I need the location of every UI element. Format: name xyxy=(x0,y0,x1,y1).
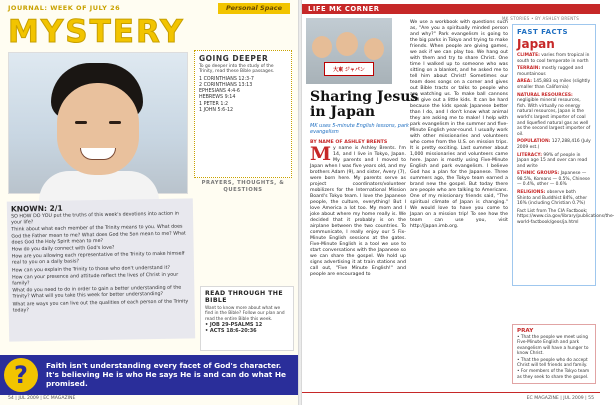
fact-item: TERRAIN: mostly rugged and mountainous xyxy=(517,66,584,77)
fact-item: LITERACY: 99% of people in Japan age 15 and over can read and write xyxy=(517,152,588,169)
going-deeper-box xyxy=(194,50,292,178)
article-text: We use a workbook with questions such as, "Are you a spiritually minded person and why?" Park evangelism is going to the big parks in Tokyo and trying to make friends. When people are giving games, we ask if we can play too. We hang out with them and try to share Christ. One time I walked up to someone who was sitting on a blanket, and he asked me to tell him about Christ! Sometimes our team does songs on a corner and gives out Bible tracts or talks to people who are watching us. To make ball cannons and give out a little kids. It can be hard because the kids speak Japanese better than I do, and I don't know what animal they are asking me to make! I help with park evangelism in the summer and five-Minute English year-round. I usually work with other missionaries and volunteers who come from the U.S. on mission trips. It is pretty exciting. Last summer about 1,000 missionaries and volunteers came here. Japan is mostly using Five-Minute English and park evangelism. I believe God has a plan for the Japanese. Three summers ago, the Tokyo team earned a brand new the gospel. But today there are people who are talking to Americans. One of my missionary friends said, "The spiritual climate of Japan is changing." We would love to have you come to Japan on a mission trip! To see how the team can use you, visit http://japan.imb.org. xyxy=(410,20,508,229)
known-line: How can you explain the Trinity to those who don't understand it? xyxy=(11,265,171,274)
known-line: What are ways you can live out the qualities of each person of the Trinity today? xyxy=(12,299,189,314)
article-text: y name is Ashley Brents. I'm 14, and I live in Tokyo, Japan. My parents and I moved to Japan when I was five years old, and my brothers Adam (9), and sister, Avery (7), were born here. My parents serve as project coordinators/volunteer mobilizers for the International Mission Board's Tokyo team. I love the Japanese people, the culture, everything! But I love America a lot too. My mom and I joke about where my home really is. We decided that it probably is on the airplane between the two countries. To communicate, I really enjoy our 5 Fix-Minute English sessions at the gates. Five-Minute English is a tool we use to start conversations with the Japanese so we can share the gospel. We hold up signs advertising it at train stations and call out, "Five Minute English!" and people are encouraged to xyxy=(310,146,406,277)
known-line: Think about what each member of the Trinity means to you. What does God the Father mean to me? What does God the Son mean to me? What does God the Holy Spirit mean to me? xyxy=(11,224,186,246)
bible-verse: • ACTS 18:6-20:36 xyxy=(205,328,257,335)
known-line: SO HOW DO YOU put the truths of this week's devotions into action in your life? xyxy=(11,211,180,226)
portrait-eye-right xyxy=(109,121,121,124)
going-deeper-intro: To go deeper into the study of the Trinity, read these Bible passages. xyxy=(199,64,275,75)
article-title: Sharing Jesus in Japan xyxy=(310,89,419,120)
page-title: MYSTERY xyxy=(8,14,185,50)
section-tab: Personal Space xyxy=(218,3,290,14)
photo-person xyxy=(336,32,358,56)
fast-facts-box xyxy=(512,24,614,286)
list-item: HEBREWS 9:14 xyxy=(199,95,236,101)
going-deeper-title: GOING DEEPER xyxy=(199,54,269,63)
pray-title: PRAY xyxy=(517,328,534,334)
portrait-shirt xyxy=(39,171,159,201)
photo-person xyxy=(312,36,332,58)
pray-box xyxy=(512,324,596,384)
fast-facts-country: Japan xyxy=(517,37,555,51)
journal-header: JOURNAL: WEEK OF JULY 26 xyxy=(8,4,121,12)
known-line: How do you daily connect with God's love? xyxy=(11,245,115,253)
known-title: KNOWN: 2/1 xyxy=(10,203,63,214)
portrait-eye-left xyxy=(75,121,87,124)
list-item: 1 PETER 1:2 xyxy=(199,101,229,107)
prayers-label: PRAYERS, THOUGHTS, & QUESTIONS xyxy=(201,180,285,193)
bible-verse: • JOB 29-PSALMS 12 xyxy=(205,321,263,328)
fact-item: POPULATION: 127,288,416 (July 2009 est.) xyxy=(517,139,591,150)
fact-source: Fact List from The CIA Factbook; https://www.cia.gov/library/publications/the-world-factbook/geos/ja.html xyxy=(517,208,614,226)
fact-item: NATURAL RESOURCES: negligible mineral resources, fish. With virtually no energy natural resources, Japan is the world's largest importer of coal and liquefied natural gas as well as the second largest importer of oil. xyxy=(517,92,591,137)
left-page xyxy=(0,0,298,405)
list-item: EPHESIANS 4:4-6 xyxy=(199,89,240,95)
section-bar-label: LIFE MK CORNER xyxy=(308,5,380,13)
fact-item: ETHNIC GROUPS: Japanese — 98.5%, Koreans — 0.5%, Chinese — 0.4%, other — 0.6% xyxy=(517,171,590,188)
known-line: How are you allowing each representative of the Trinity to make himself real to you on a daily basis? xyxy=(11,251,185,266)
photo-sign: 大東 ジャパン xyxy=(324,62,374,76)
article-kicker: MK uses 5-minute English lessons, park evangelism xyxy=(310,123,409,136)
portrait-face xyxy=(57,83,139,175)
known-line: How can your presence and attitude reflect the lives of Christ in your family? xyxy=(12,272,179,287)
pray-line: • That the people we meet using Five-Minute English and park evangelism will have a hunger to know Christ. xyxy=(517,335,589,357)
article-column-2 xyxy=(410,20,508,390)
list-item: 2 CORINTHIANS 13:13 xyxy=(199,83,253,89)
bible-title: READ THROUGH THE BIBLE xyxy=(205,290,283,304)
section-bar xyxy=(302,4,600,14)
photo-person xyxy=(364,38,384,60)
known-line: What do you need to do in order to gain a better understanding of the Trinity? What will you take this week for better understanding? xyxy=(12,285,182,300)
fast-facts-title: FAST FACTS xyxy=(517,28,568,36)
group-photo xyxy=(306,18,392,84)
bible-intro: Want to know more about what we find in the Bible? Follow our plan and read the entire Bible this week. xyxy=(205,306,285,322)
page-folio-left: 54 | JUL 2009 | EC MAGAZINE xyxy=(8,396,76,401)
going-deeper-list xyxy=(199,77,287,114)
pray-line: • That the people who do accept Christ will tell friends and family. xyxy=(517,357,588,369)
fact-item: RELIGIONS: observe both Shinto and Buddhist 84%, other 16% (including Christian 0.7%) xyxy=(517,190,588,207)
top-byline: MK STORIES • BY ASHLEY BRENTS xyxy=(502,16,580,21)
article-column-1 xyxy=(310,140,406,388)
portrait-photo xyxy=(8,52,188,194)
bible-reading-box xyxy=(200,286,294,351)
fact-item: AREA: 145,883 sq miles (slightly smaller than California) xyxy=(517,79,591,90)
drop-cap: M xyxy=(310,143,332,165)
faith-callout xyxy=(0,355,298,395)
page-folio-right: EC MAGAZINE | JUL 2009 | 55 xyxy=(526,396,594,401)
pray-line: • For members of the Tokyo team as they seek to share the gospel. xyxy=(517,369,590,380)
question-mark-icon: ? xyxy=(4,358,38,392)
article-byline: BY NAME OF ASHLEY BRENTS xyxy=(310,140,388,145)
footer-rule xyxy=(302,392,600,393)
list-item: 1 JOHN 5:6-12 xyxy=(199,107,234,113)
faith-quote: Faith isn't understanding every facet of God's character. It's believing He is who He says He is and can do what He promised. xyxy=(46,361,287,389)
fact-item: CLIMATE: varies from tropical in south to cool temperate in north xyxy=(517,53,590,64)
right-page xyxy=(302,0,614,405)
list-item: 1 CORINTHIANS 12:3-7 xyxy=(199,76,254,82)
known-box xyxy=(7,198,195,341)
